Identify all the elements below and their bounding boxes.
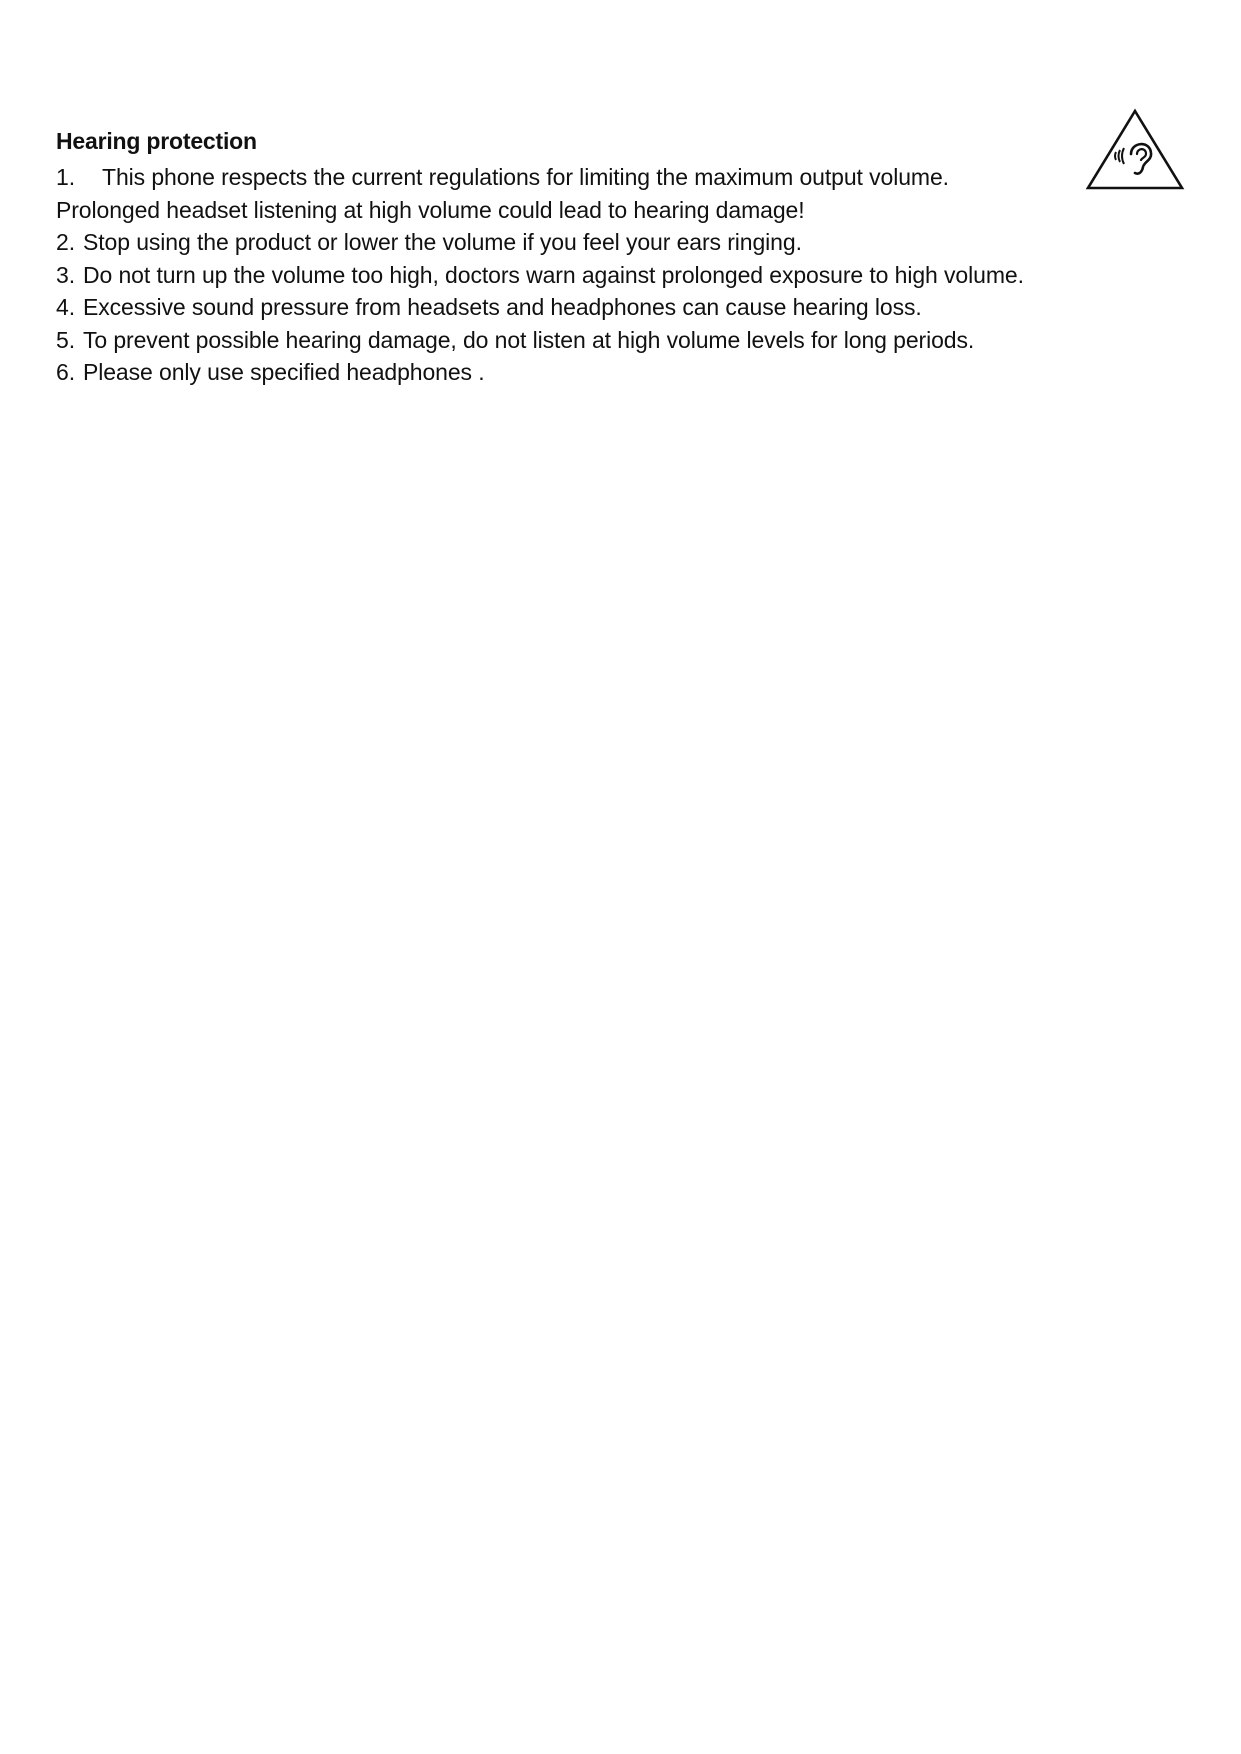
list-item-number: 3. — [56, 261, 75, 288]
list-item-6 — [56, 356, 1116, 389]
list-item-number: 4. — [56, 294, 75, 320]
list-item-number: 2. — [56, 229, 75, 255]
list-item-number: 1. — [56, 164, 75, 190]
list-item-1-continuation: Prolonged headset listening at high volume could lead to hearing damage! — [56, 196, 805, 223]
list-item-2 — [56, 226, 1116, 259]
list-item-3 — [56, 259, 1116, 292]
list-item-text: Do not turn up the volume too high, doctors warn against prolonged exposure to high volume. — [82, 261, 1024, 288]
list-item-text: Please only use specified headphones . — [82, 359, 485, 385]
list-item-text: Excessive sound pressure from headsets and headphones can cause hearing loss. — [82, 294, 922, 320]
list-item-5 — [56, 324, 1116, 357]
list-item-text: This phone respects the current regulations for limiting the maximum output volume. — [102, 164, 949, 190]
list-item-number: 6. — [56, 359, 75, 385]
list-item-text: To prevent possible hearing damage, do not listen at high volume levels for long periods. — [82, 326, 975, 353]
list-item-text: Stop using the product or lower the volume if you feel your ears ringing. — [82, 229, 802, 255]
list-item-number: 5. — [56, 326, 75, 353]
hearing-damage-warning-icon — [1085, 108, 1185, 192]
list-item-1 — [56, 161, 1116, 194]
section-heading: Hearing protection — [56, 128, 257, 154]
list-item-4 — [56, 291, 1116, 324]
hearing-protection-section — [56, 126, 1116, 389]
